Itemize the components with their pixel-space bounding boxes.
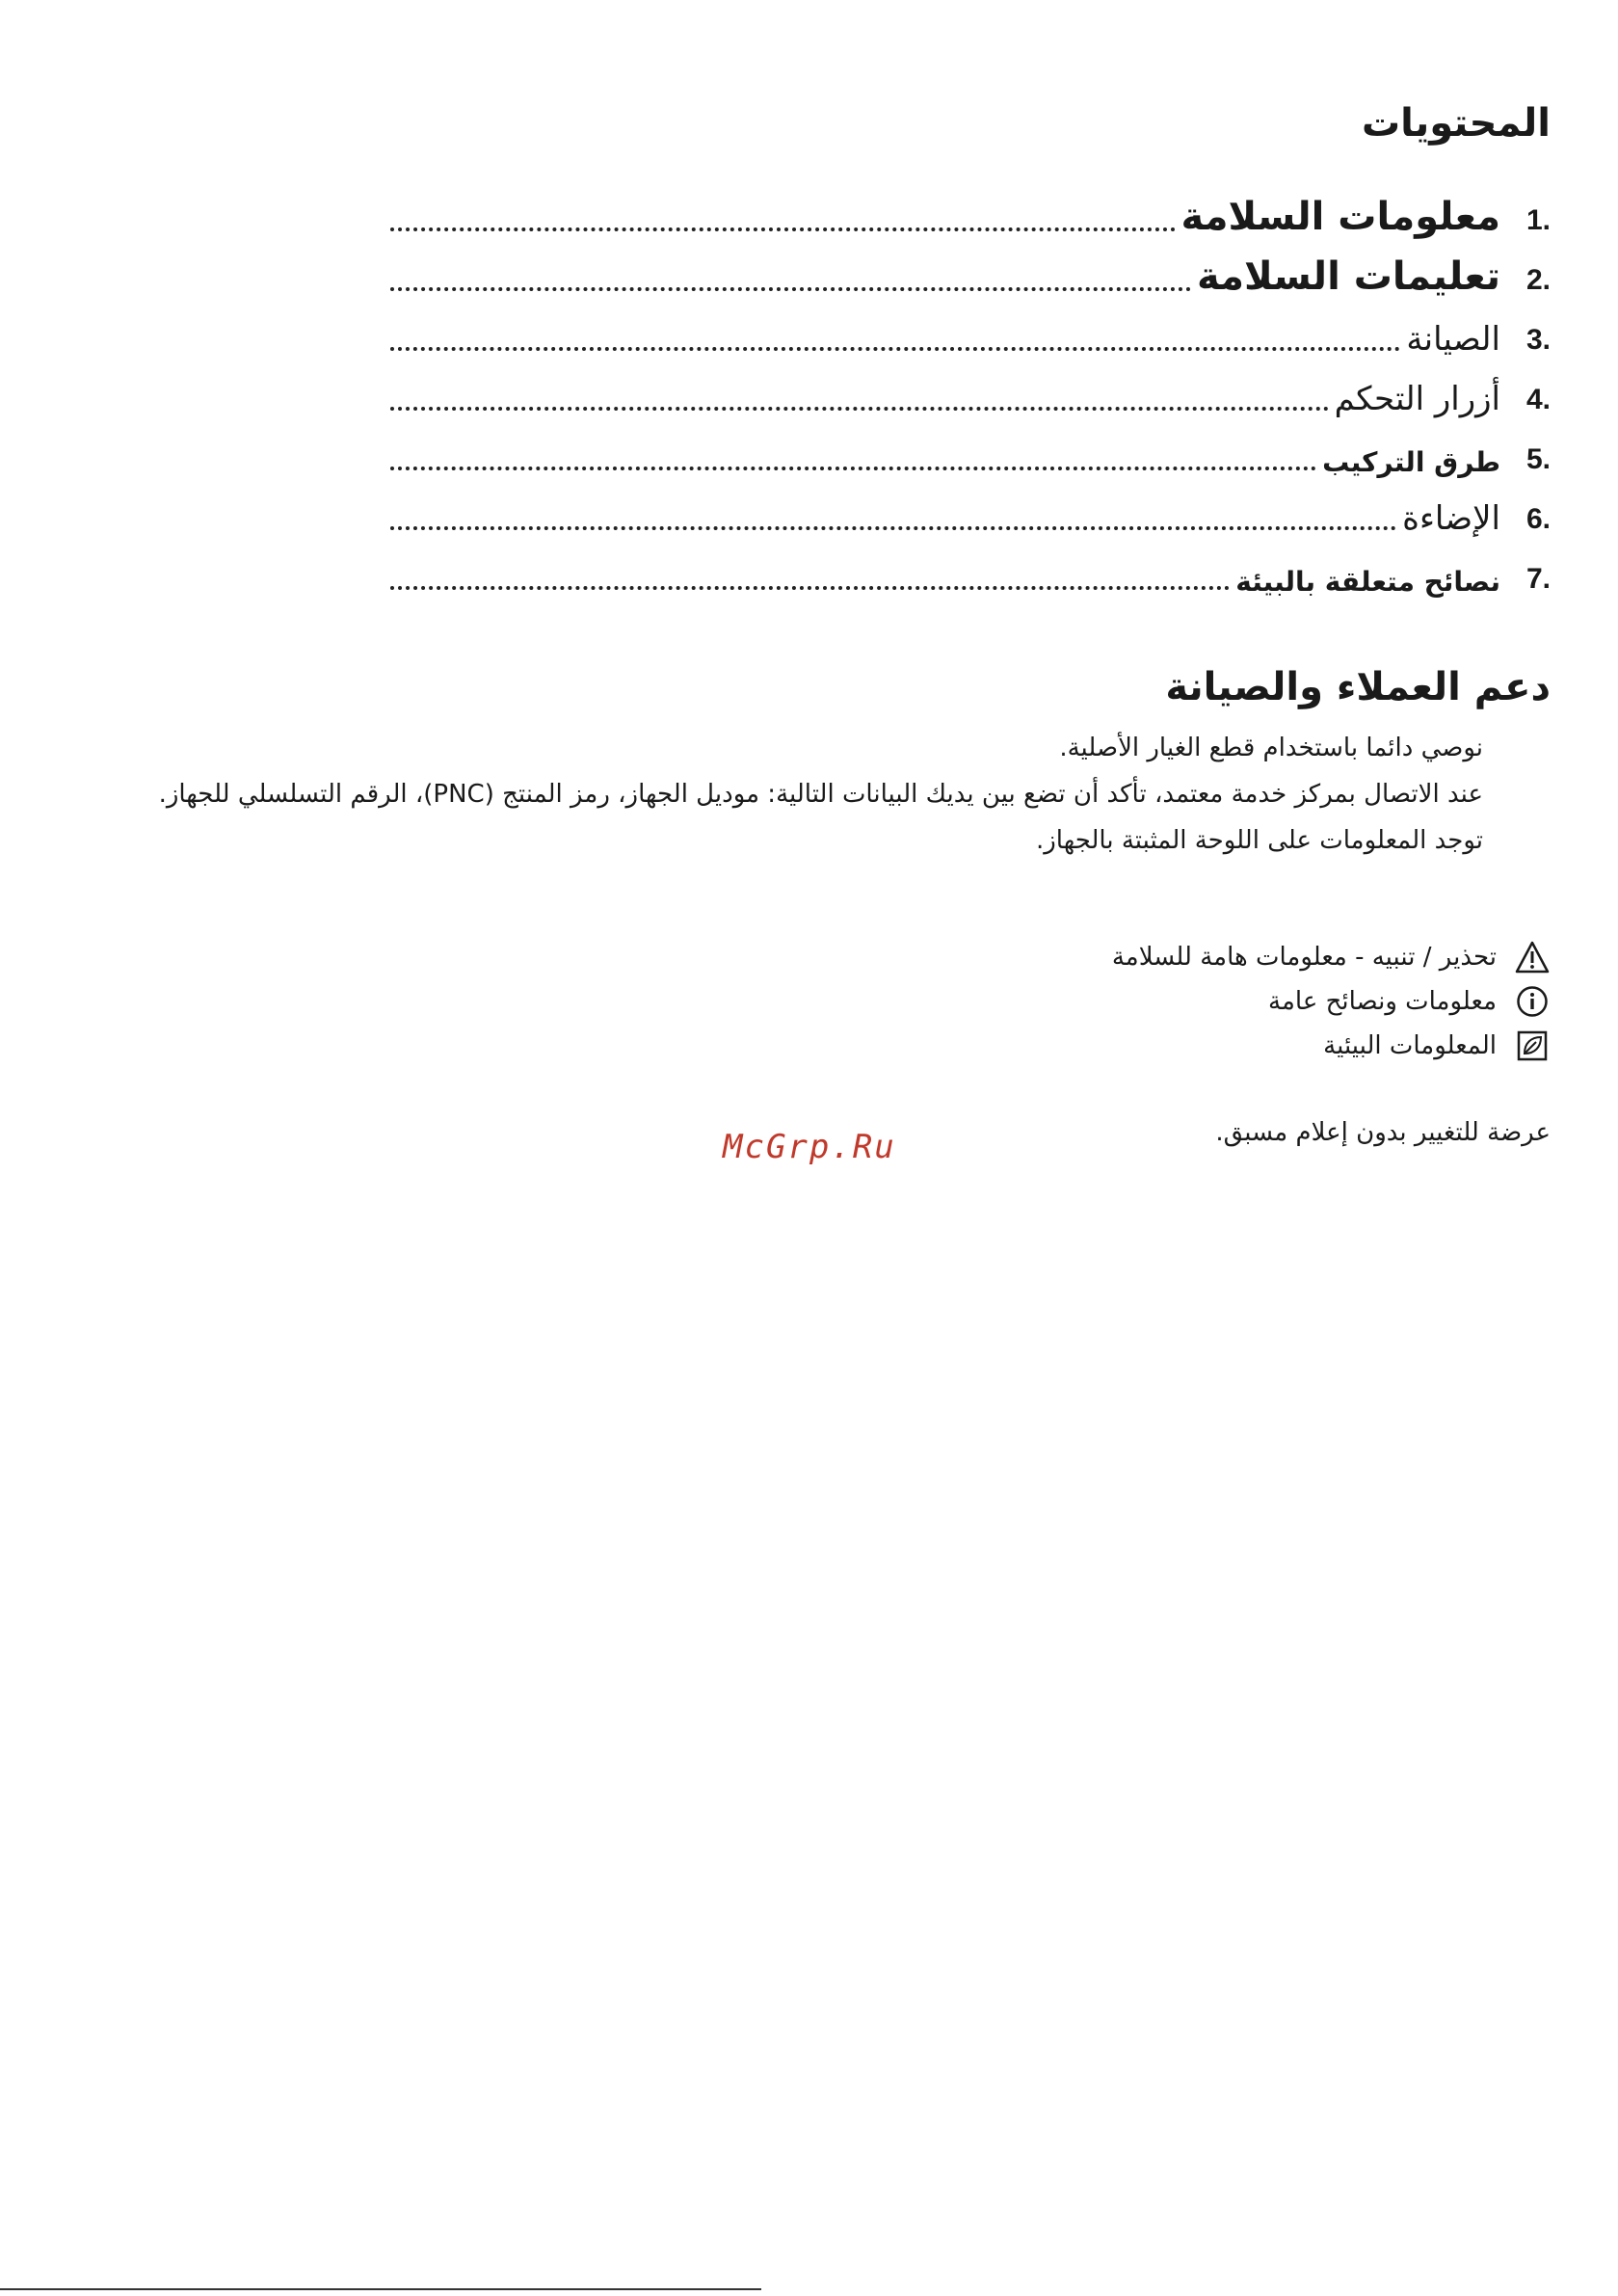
toc-entry-label: تعليمات السلامة: [1196, 254, 1500, 299]
legend-text: المعلومات البيئية: [1323, 1031, 1497, 1060]
toc-entry-number: 3.: [1525, 324, 1551, 356]
toc-entry-number: 1.: [1525, 204, 1551, 236]
toc-entry-number: 6.: [1525, 503, 1551, 535]
toc-entry-number: 7.: [1525, 563, 1551, 595]
change-notice: عرضة للتغيير بدون إعلام مسبق.: [1215, 1118, 1551, 1147]
legend-item-info: [1112, 979, 1551, 1024]
toc-entry-label: الإضاءة: [1402, 499, 1500, 538]
toc-entry-2[interactable]: [390, 243, 1551, 303]
toc-dot-leader: [390, 586, 1230, 590]
toc-entry-4[interactable]: [390, 362, 1551, 422]
toc-entry-7[interactable]: [390, 542, 1551, 601]
support-title: دعم العملاء والصيانة: [1165, 665, 1551, 709]
legend-item-environment: [1112, 1024, 1551, 1068]
support-paragraph: عند الاتصال بمركز خدمة معتمد، تأكد أن تضع بين يديك البيانات التالية: موديل الجهاز، رمز المنتج (PNC)، الرقم التسلسلي للجهاز.: [158, 780, 1483, 809]
toc-entry-label: نصائح متعلقة بالبيئة: [1235, 566, 1500, 598]
info-circle-icon: [1514, 983, 1551, 1020]
leaf-icon: [1514, 1028, 1551, 1064]
legend-item-warning: [1112, 935, 1551, 979]
toc-entry-number: 2.: [1525, 264, 1551, 296]
toc-entry-label: أزرار التحكم: [1334, 380, 1500, 418]
toc-entry-5[interactable]: [390, 422, 1551, 482]
toc-dot-leader: [390, 347, 1400, 351]
toc-entry-6[interactable]: [390, 482, 1551, 542]
warning-triangle-icon: [1514, 939, 1551, 975]
toc-entry-label: طرق التركيب: [1322, 446, 1500, 478]
toc-entry-label: الصيانة: [1406, 320, 1500, 359]
bottom-divider: [0, 2288, 761, 2290]
toc-entry-3[interactable]: [390, 303, 1551, 362]
support-paragraph: توجد المعلومات على اللوحة المثبتة بالجهاز.: [1035, 826, 1483, 855]
watermark: McGrp.Ru: [723, 1128, 896, 1166]
support-body: [145, 725, 1483, 864]
toc-dot-leader: [390, 467, 1316, 470]
toc-dot-leader: [390, 407, 1329, 411]
toc-entry-1[interactable]: [390, 183, 1551, 243]
legend-text: تحذير / تنبيه - معلومات هامة للسلامة: [1111, 943, 1497, 972]
symbol-legend: [1112, 935, 1551, 1068]
support-paragraph: نوصي دائما باستخدام قطع الغيار الأصلية.: [1059, 734, 1483, 762]
legend-text: معلومات ونصائح عامة: [1268, 987, 1497, 1016]
toc-entry-number: 5.: [1525, 443, 1551, 475]
toc-dot-leader: [390, 287, 1191, 291]
toc-dot-leader: [390, 526, 1396, 530]
toc-title: المحتويات: [1361, 101, 1551, 146]
toc-entry-number: 4.: [1525, 384, 1551, 415]
toc-entry-label: معلومات السلامة: [1180, 195, 1500, 239]
toc-dot-leader: [390, 227, 1176, 231]
toc-list: [390, 183, 1551, 601]
